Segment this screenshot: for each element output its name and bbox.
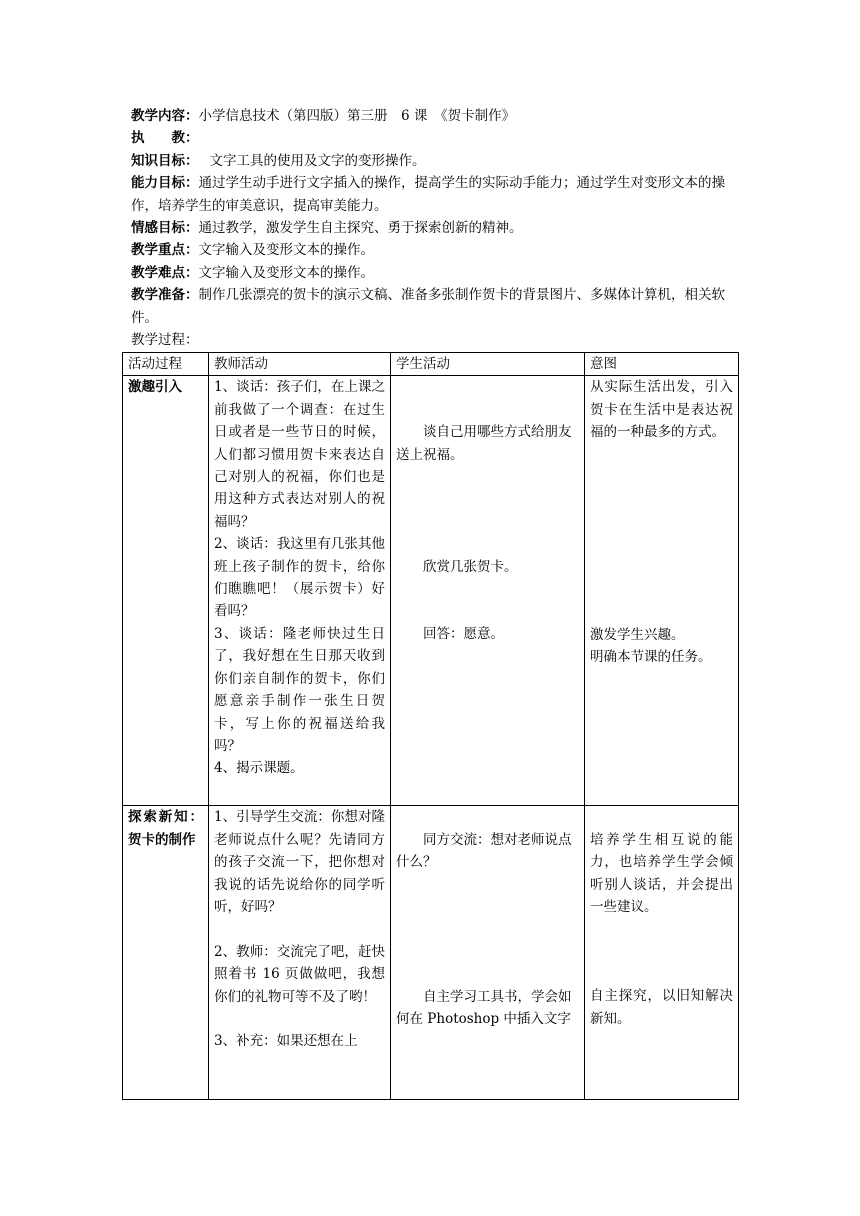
content-line: 教学内容：小学信息技术（第四版）第三册 6 课 《贺卡制作》 [131, 108, 516, 124]
table-row [123, 806, 739, 1100]
teacher-step: 3、补充：如果还想在上 [214, 1033, 358, 1050]
header-activity: 活动过程 [123, 353, 209, 376]
intent-text: 激发学生兴趣。 [590, 626, 685, 643]
preparation-line: 教学准备：制作几张漂亮的贺卡的演示文稿、准备多张制作贺卡的背景图片、多媒体计算机，相关软件。 [131, 287, 725, 326]
teacher-step: 1、引导学生交流：你想对隆老师说点什么呢？先请同方的孩子交流一下，把你想对我说的话先说给你的同学听听，好吗？ [214, 809, 385, 916]
teacher-step: 4、揭示课题。 [214, 760, 304, 777]
intent-cell [585, 376, 739, 806]
ability-goal-line: 能力目标：通过学生动手进行文字插入的操作，提高学生的实际动手能力；通过学生对变形文本的操作，培养学生的审美意识，提高审美能力。 [131, 175, 725, 214]
student-step: 回答：愿意。 [423, 626, 504, 643]
key-point-line: 教学重点：文字输入及变形文本的操作。 [131, 242, 374, 259]
emotion-goal-line: 情感目标：通过教学，激发学生自主探究、勇于探索创新的精神。 [131, 220, 523, 237]
lesson-plan-header [131, 105, 741, 351]
header-intent: 意图 [585, 353, 739, 376]
teacher-step: 2、教师：交流完了吧，赶快照着书 16 页做做吧，我想你们的礼物可等不及了哟！ [214, 943, 385, 1005]
teacher-activity-cell [209, 376, 391, 806]
header-teacher: 教师活动 [209, 353, 391, 376]
student-activity-cell [391, 376, 585, 806]
knowledge-goal-line: 知识目标： 文字工具的使用及文字的变形操作。 [131, 152, 426, 169]
table-header-row [123, 353, 739, 376]
teacher-step: 3、谈话：隆老师快过生日了，我好想在生日那天收到你们亲自制作的贺卡，你们愿意亲手制作一张生日贺卡，写上你的祝福送给我吗？ [214, 625, 385, 754]
process-heading: 教学过程： [131, 332, 199, 349]
intent-cell [585, 806, 739, 1100]
table-row [123, 376, 739, 806]
teacher-line: 执 教： [131, 130, 199, 147]
teacher-activity-cell [209, 806, 391, 1100]
stage-cell: 激趣引入 [123, 376, 209, 806]
intent-text: 从实际生活出发，引入贺卡在生活中是表达祝福的一种最多的方式。 [590, 379, 733, 441]
intent-text: 培养学生相互说的能力，也培养学生学会倾听别人谈话，并会提出一些建议。 [590, 831, 733, 916]
intent-text: 明确本节课的任务。 [590, 649, 712, 666]
student-step: 谈自己用哪些方式给朋友送上祝福。 [396, 424, 572, 463]
student-step: 同方交流：想对老师说点什么？ [396, 831, 572, 871]
student-step: 欣赏几张贺卡。 [423, 559, 518, 576]
student-step: 自主学习工具书，学会如何在 Photoshop 中插入文字 [396, 988, 572, 1028]
teacher-step: 2、谈话：我这里有几张其他班上孩子制作的贺卡，给你们瞧瞧吧！（展示贺卡）好看吗？ [214, 536, 385, 620]
intent-text: 自主探究，以旧知解决新知。 [590, 988, 733, 1027]
stage-cell: 探索新知：贺卡的制作 [123, 806, 209, 1100]
teacher-step: 1、谈话：孩子们，在上课之前我做了一个调查：在过生日或者是一些节日的时候，人们都习惯用贺卡来表达自己对别人的祝福，你们也是用这种方式表达对别人的祝福吗？ [214, 379, 385, 530]
difficulty-line: 教学难点：文字输入及变形文本的操作。 [131, 264, 374, 281]
lesson-process-table [122, 352, 739, 1100]
student-activity-cell [391, 806, 585, 1100]
header-student: 学生活动 [391, 353, 585, 376]
